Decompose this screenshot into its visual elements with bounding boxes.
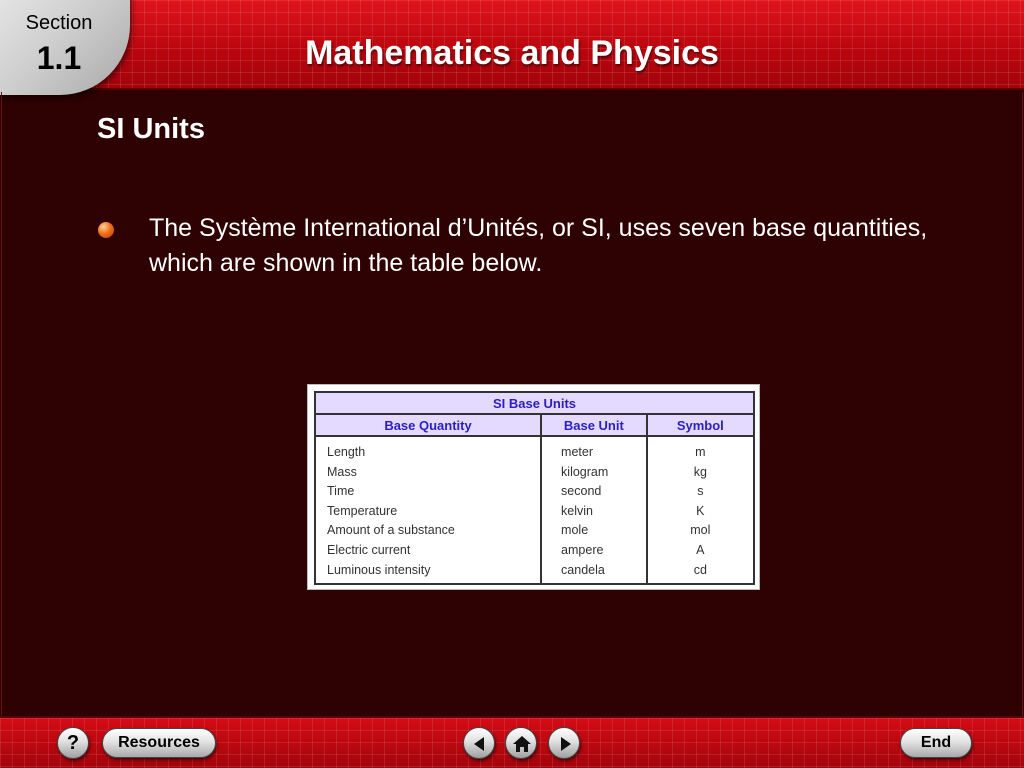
table-cell: cd [693, 562, 707, 577]
slide-heading: SI Units [97, 113, 205, 145]
table-cell: meter [561, 445, 593, 459]
column-header-symbol: Symbol [647, 414, 754, 436]
table-cell: Temperature [327, 503, 398, 518]
table-cell: Amount of a substance [327, 523, 455, 538]
next-button[interactable] [548, 727, 580, 759]
section-label: Section [25, 12, 93, 34]
table-header-row [315, 414, 754, 436]
table-cell: second [561, 484, 602, 499]
home-icon [512, 734, 532, 754]
table-cell: Time [327, 484, 355, 499]
page-title: Mathematics and Physics [305, 34, 719, 72]
table-cell: kilogram [561, 464, 609, 479]
table-cell: mol [690, 523, 711, 538]
si-base-units-table [314, 391, 755, 585]
column-header-base-quantity: Base Quantity [315, 414, 541, 436]
table-cell: candela [561, 562, 605, 577]
column-header-base-unit: Base Unit [541, 414, 647, 436]
table-cell: K [696, 503, 705, 518]
si-table-container [307, 384, 760, 590]
table-cell: kg [693, 464, 707, 479]
table-cell: s [697, 484, 704, 499]
question-icon: ? [66, 732, 80, 754]
base-quantity-column [315, 436, 541, 584]
table-cell: Electric current [327, 542, 411, 557]
table-cell: Length [327, 445, 366, 459]
arrow-right-icon [555, 734, 575, 754]
table-cell: Luminous intensity [327, 562, 431, 577]
bullet-text: The Système International d’Unités, or SI, uses seven base quantities, which are shown in the table below. [149, 214, 928, 277]
base-unit-column [541, 436, 647, 584]
table-cell: Mass [327, 464, 357, 479]
table-body-row [315, 436, 754, 584]
section-number: 1.1 [36, 40, 82, 76]
end-button[interactable]: End [900, 728, 972, 758]
table-title-row [315, 392, 754, 414]
table-cell: mole [561, 523, 589, 538]
table-cell: kelvin [561, 503, 594, 518]
help-button[interactable] [57, 727, 89, 759]
header-bar [0, 0, 1024, 90]
home-button[interactable] [505, 727, 537, 759]
table-cell: m [695, 445, 706, 459]
table-title: SI Base Units [315, 392, 754, 414]
symbol-column [647, 436, 754, 584]
bullet-icon [98, 222, 114, 238]
previous-button[interactable] [463, 727, 495, 759]
table-cell: A [696, 542, 705, 557]
table-cell: ampere [561, 542, 604, 557]
resources-button[interactable]: Resources [102, 728, 216, 758]
arrow-left-icon [470, 734, 490, 754]
